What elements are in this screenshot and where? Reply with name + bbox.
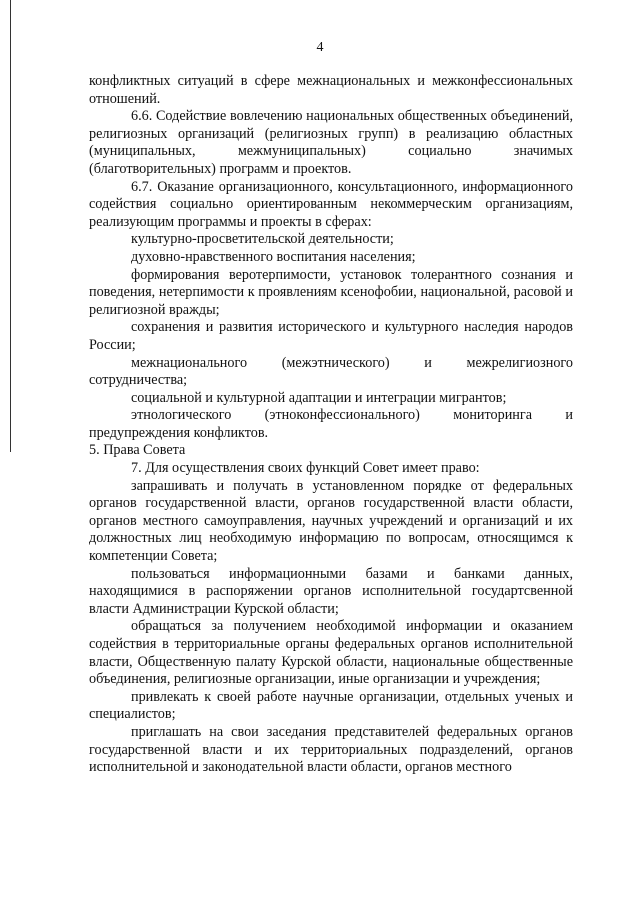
list-item: культурно-просветительской деятельности; [131, 231, 394, 248]
list-item: пользоваться информационными базами и банками данных, находящимися в распоряжении органов исполнительной государтсвенной власти Администрации Курской области; [89, 565, 573, 617]
left-margin-rule [10, 0, 11, 452]
paragraph: 7. Для осуществления своих функций Совет имеет право: [131, 460, 480, 477]
list-item: запрашивать и получать в установленном порядке от федеральных органов государственной власти, органов государственной власти области, органов местного самоуправления, научных учреждений и организаций и их должностных лиц необходимую информацию по вопросам, относящимся к компетенции Совета; [89, 477, 573, 565]
list-item: межнационального (межэтнического) и межрелигиозного сотрудничества; [89, 354, 573, 389]
list-item: формирования веротерпимости, установок толерантного сознания и поведения, нетерпимости к проявлениям ксенофобии, национальной, расовой и религиозной вражды; [89, 266, 573, 318]
document-body [89, 73, 573, 777]
list-item: духовно-нравственного воспитания населения; [131, 248, 416, 265]
section-heading: 5. Права Совета [89, 442, 186, 459]
paragraph: 6.6. Содействие вовлечению национальных общественных объединений, религиозных организаций (религиозных групп) в реализацию областных (муниципальных, межмуниципальных) социально значимых (благотворительных) программ и проектов. [89, 108, 573, 177]
paragraph: конфликтных ситуаций в сфере межнациональных и межконфессиональных отношений. [89, 73, 573, 107]
list-item: обращаться за получением необходимой информации и оказанием содействия в территориальные органы федеральных органов исполнительной власти, Общественную палату Курской области, национальные общественные объединения, религиозные организации, иные организации и учреждения; [89, 618, 573, 688]
page-number: 4 [316, 40, 324, 55]
list-item: привлекать к своей работе научные организации, отдельных ученых и специалистов; [89, 688, 573, 723]
list-item: сохранения и развития исторического и культурного наследия народов России; [89, 319, 573, 353]
list-item: социальной и культурной адаптации и интеграции мигрантов; [131, 389, 507, 406]
list-item: приглашать на свои заседания представителей федеральных органов государственной власти и их территориальных подразделений, органов исполнительной и законодательной власти области, органов местного [89, 723, 573, 776]
paragraph: 6.7. Оказание организационного, консультационного, информационного содействия социально ориентированным некоммерческим организациям, реализующим программы и проекты в сферах: [89, 178, 573, 230]
list-item: этнологического (этноконфессионального) мониторинга и предупреждения конфликтов. [89, 407, 573, 441]
